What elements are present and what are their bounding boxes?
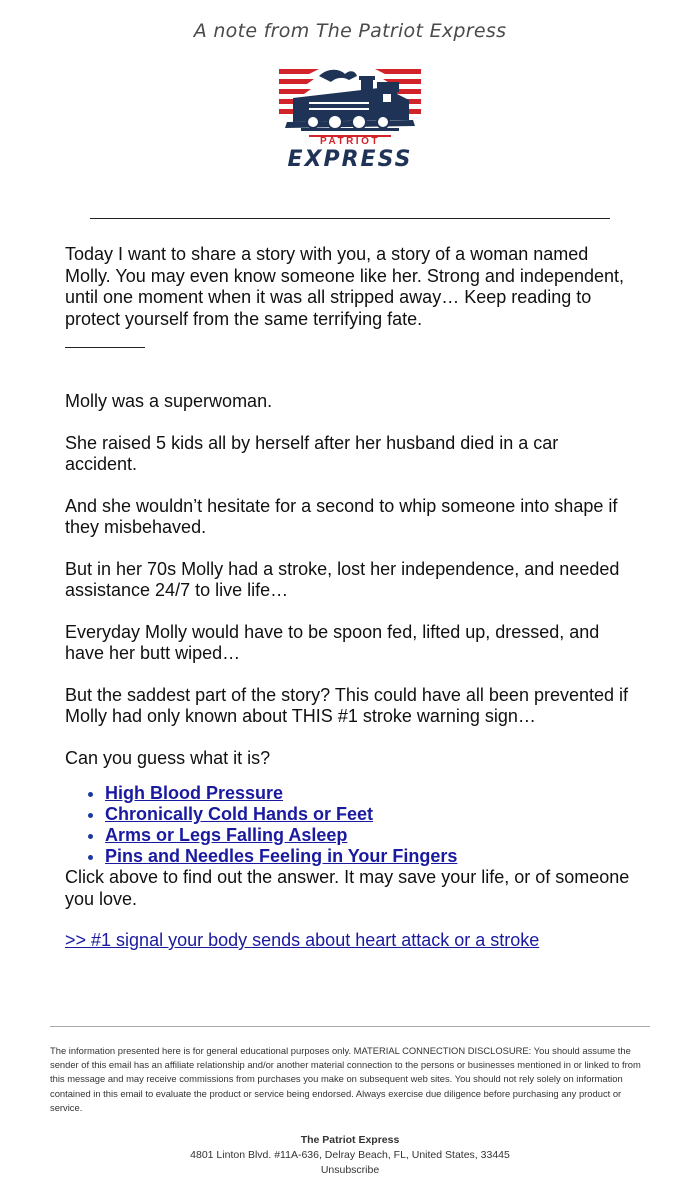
choice-link-high-blood-pressure[interactable]: High Blood Pressure [105,783,284,803]
choice-link-cold-hands[interactable]: Chronically Cold Hands or Feet [105,804,374,824]
list-item [105,783,635,804]
story-paragraph: She raised 5 kids all by herself after her husband died in a car accident. [65,432,559,474]
choice-link-arms-legs-asleep[interactable]: Arms or Legs Falling Asleep [105,825,348,845]
list-item [105,825,635,846]
email-body [65,244,635,952]
locomotive-icon [285,70,415,128]
after-list-paragraph: Click above to find out the answer. It may save your life, or of someone you love. [65,867,630,909]
intro-paragraph: Today I want to share a story with you, a story of a woman named Molly. You may even know someone like her. Strong and independent, until one moment when it was all stripped away… Keep reading to protect yourself from the same terrifying fate. [65,244,625,329]
story-paragraph: And she wouldn’t hesitate for a second to whip someone into shape if they misbehaved. [65,495,618,537]
disclaimer-text: The information presented here is for general educational purposes only. MATERIAL CONNECTION DISCLOSURE: You should assume the sender of this email has an affiliate relationship and/or another material connection to the persons or businesses mentioned in or linked to from this message and may receive commissions from purchases you make on subsequent web sites. You should not rely solely on information contained in this email to evaluate the product or service being endorsed. Always exercise due diligence before purchasing any product or service. [50,1045,641,1113]
list-item [105,804,635,825]
story-paragraph: But the saddest part of the story? This could have all been prevented if Molly had only known about THIS #1 stroke warning sign… [65,684,629,726]
logo-word-patriot: PATRIOT [320,136,380,147]
footer [0,1133,700,1178]
logo-word-express: EXPRESS [287,147,413,172]
cta-link[interactable]: >> #1 signal your body sends about heart attack or a stroke [65,930,540,950]
warning-sign-list [65,783,635,867]
story-paragraph: But in her 70s Molly had a stroke, lost her independence, and needed assistance 24/7 to live life… [65,558,620,600]
header-note: A note from The Patriot Express [193,20,507,42]
story-section [65,391,635,769]
question-paragraph: Can you guess what it is? [65,747,271,768]
short-divider [65,347,145,348]
footer-address: 4801 Linton Blvd. #11A-636, Delray Beach, FL, United States, 33445 [190,1149,510,1161]
choice-link-pins-needles[interactable]: Pins and Needles Feeling in Your Fingers [105,846,458,866]
footer-company: The Patriot Express [300,1134,400,1146]
top-divider [90,218,610,219]
footer-divider [50,1026,650,1027]
unsubscribe-link[interactable]: Unsubscribe [320,1164,380,1176]
story-paragraph: Molly was a superwoman. [65,391,273,411]
story-paragraph: Everyday Molly would have to be spoon fed, lifted up, dressed, and have her butt wiped… [65,621,600,663]
patriot-express-logo [279,64,421,174]
list-item [105,846,635,867]
